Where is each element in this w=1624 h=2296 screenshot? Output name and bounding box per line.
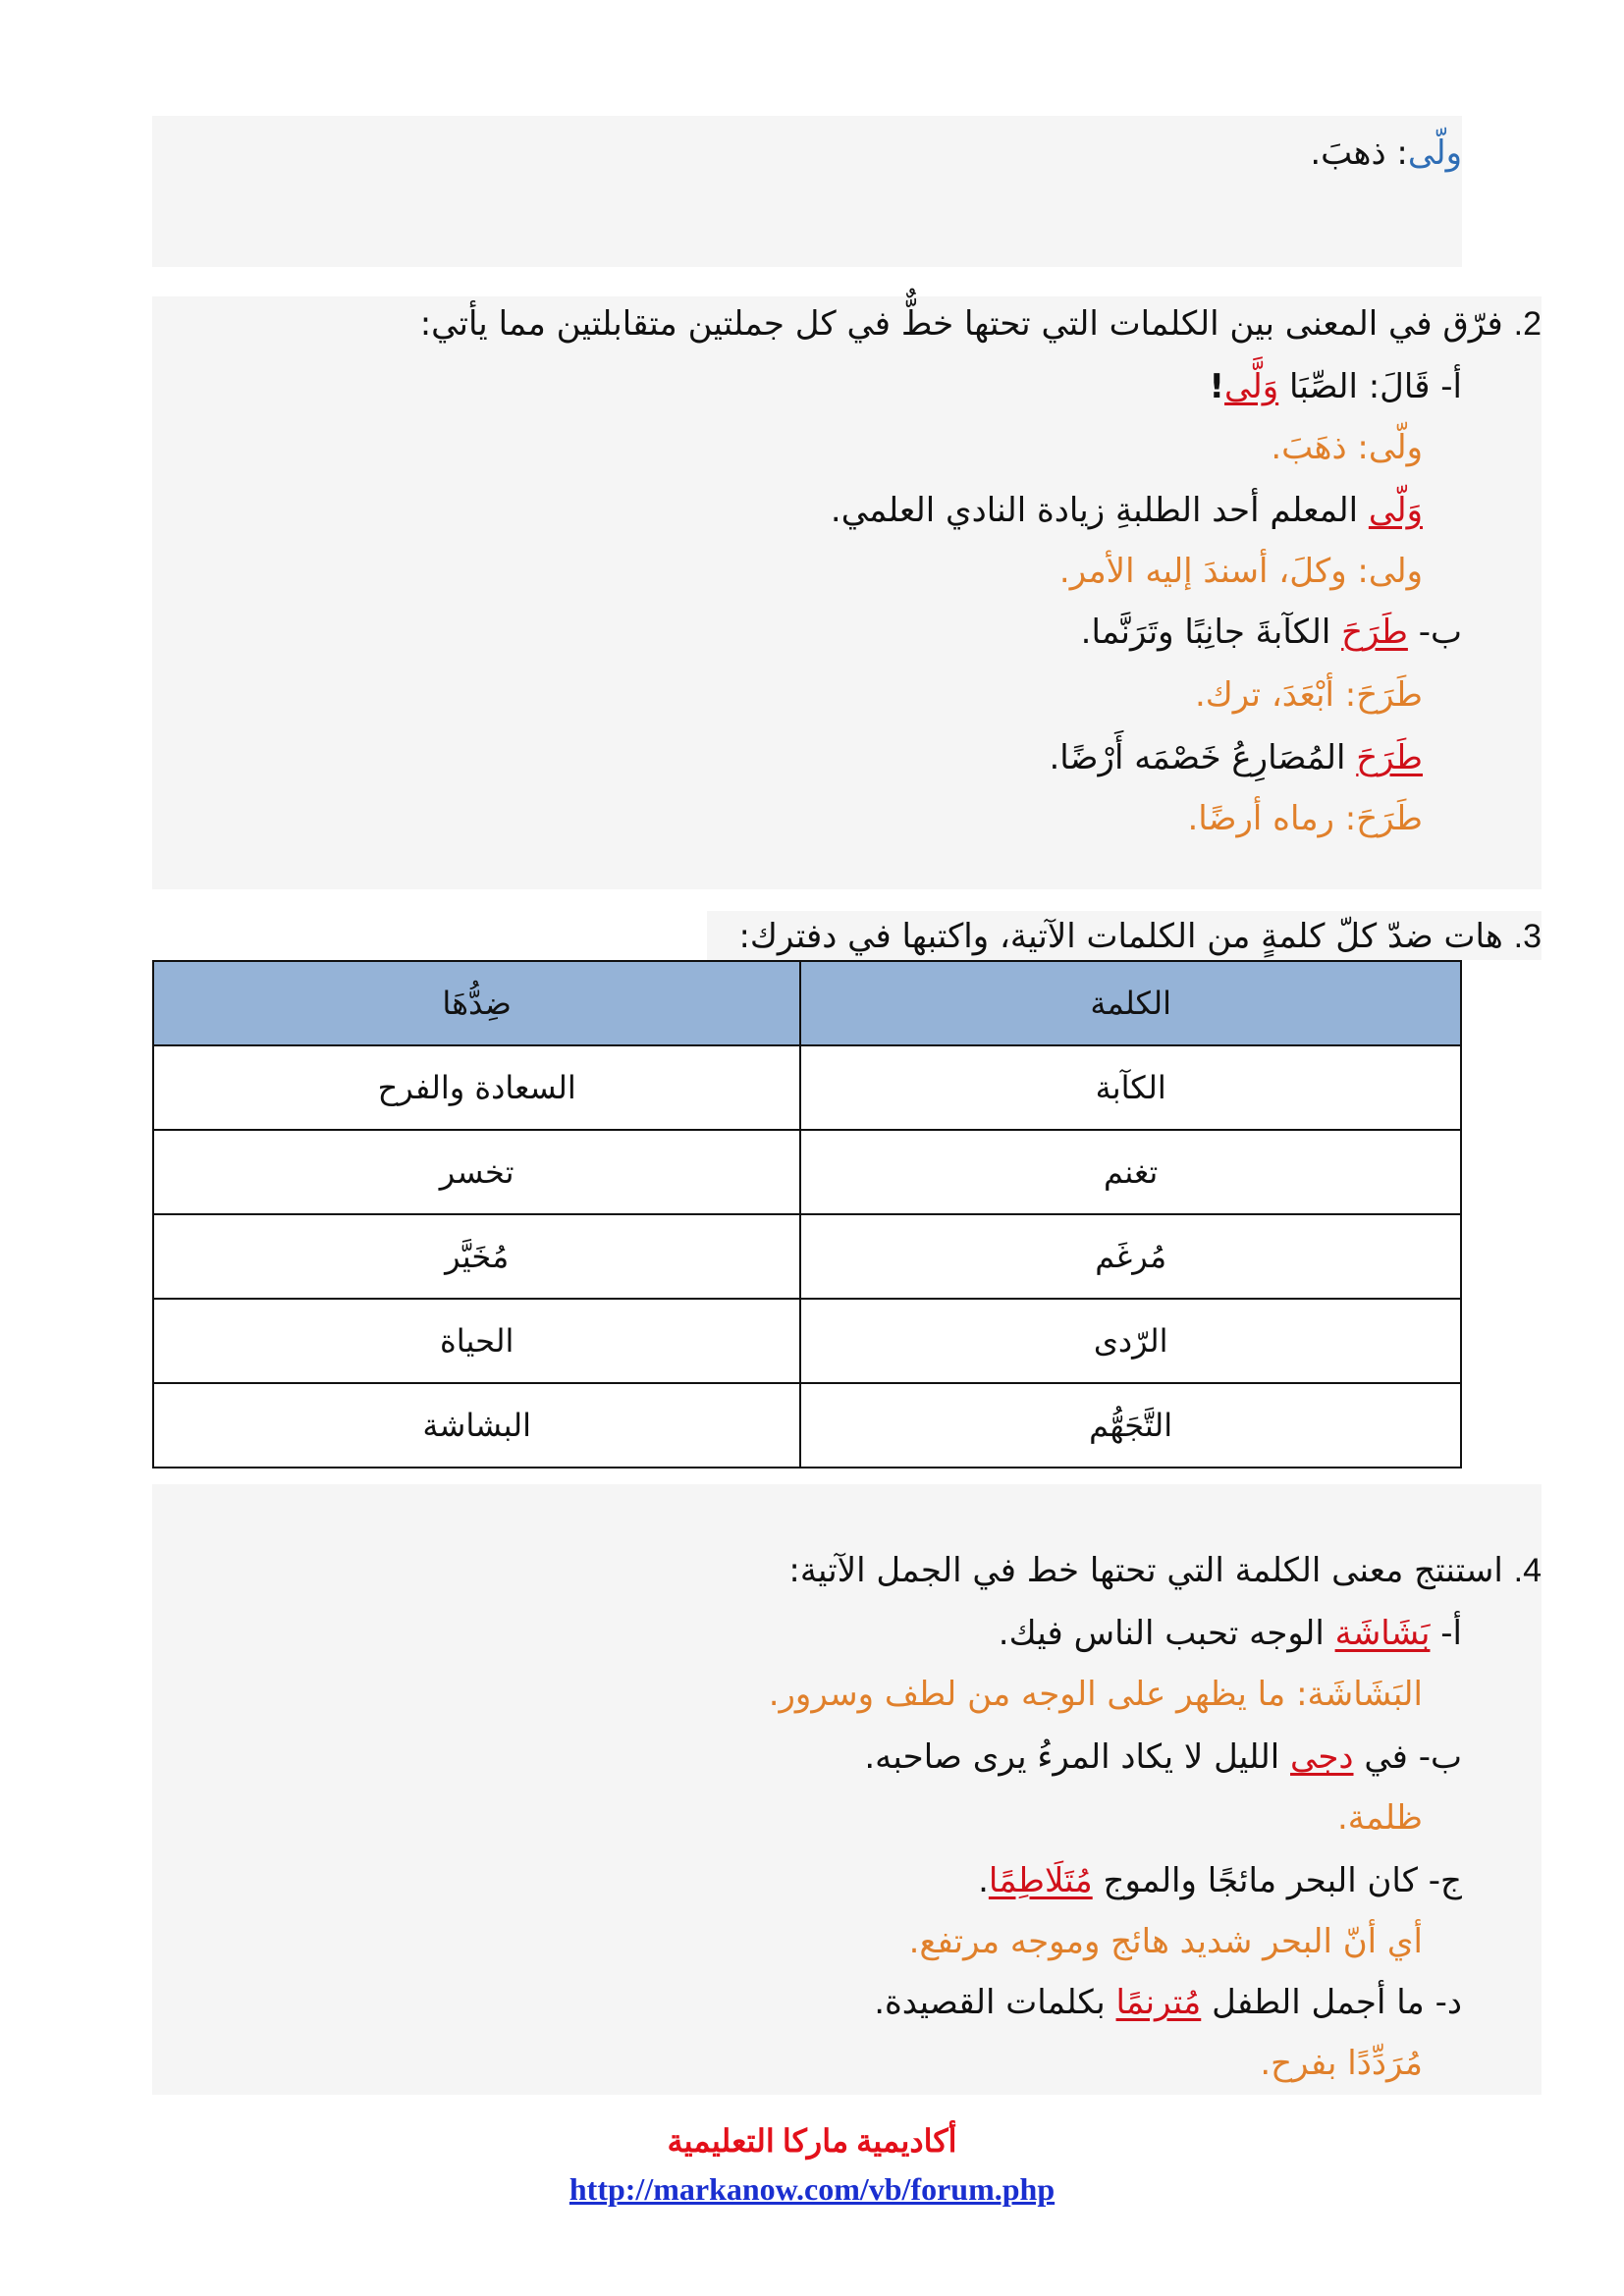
- q4-c-answer: أي أنّ البحر شديد هائج وموجه مرتفع.: [908, 1922, 1423, 1961]
- cell-opposite: البشاشة: [153, 1383, 800, 1468]
- table-row: [153, 1214, 1461, 1299]
- q4-a-answer: البَشَاشَة: ما يظهر على الوجه من لطف وسرور.: [768, 1675, 1423, 1714]
- q2-a-sentence-2: وَلّى المعلم أحد الطلبةِ زيادة النادي العلمي.: [830, 491, 1423, 530]
- q3-number: 3.: [1513, 918, 1542, 955]
- q4-heading: [788, 1549, 1542, 1592]
- cell-word: التَّجَهُّم: [800, 1383, 1461, 1468]
- q4-b-sentence: ب- في دجى الليل لا يكاد المرءُ يرى صاحبه.: [864, 1737, 1462, 1777]
- table-row: [153, 1383, 1461, 1468]
- cell-word: الكآبة: [800, 1045, 1461, 1130]
- q2-b-sentence-1: ب- طَرَحَ الكآبةَ جانِبًا وتَرَنَّما.: [1080, 613, 1462, 652]
- q2-b-sentence-2: طَرَحَ المُصَارِعُ خَصْمَه أَرْضًا.: [1049, 738, 1423, 777]
- top-note: [1310, 132, 1462, 175]
- header-opposite: ضِدُّهَا: [153, 961, 800, 1045]
- top-note-block: [152, 116, 1462, 267]
- q2-a-answer-1: ولّى: ذهَبَ.: [1271, 428, 1423, 467]
- q4-b-answer: ظلمة.: [1336, 1798, 1423, 1838]
- cell-opposite: السعادة والفرح: [153, 1045, 800, 1130]
- q2-b-keyword-1: طَرَحَ: [1341, 613, 1408, 652]
- footer-title: أكاديمية ماركا التعليمية: [667, 2123, 957, 2159]
- table-row: [153, 1045, 1461, 1130]
- cell-word: مُرغَم: [800, 1214, 1461, 1299]
- q3-heading: [738, 915, 1542, 958]
- opposites-table: [152, 960, 1462, 1468]
- q4-a-keyword: بَشَاشَة: [1334, 1614, 1431, 1653]
- q2-a-answer-2: ولى: وكلَ، أسندَ إليه الأمر.: [1058, 552, 1423, 591]
- cell-opposite: الحياة: [153, 1299, 800, 1383]
- q4-a-sentence: أ- بَشَاشَة الوجه تحبب الناس فيك.: [998, 1614, 1462, 1653]
- header-word: الكلمة: [800, 961, 1461, 1045]
- q2-b-answer-1: طَرَحَ: أبْعَدَ، ترك.: [1194, 675, 1423, 715]
- q2-text: فرّق في المعنى بين الكلمات التي تحتها خطٌّ في كل جملتين متقابلتين مما يأتي:: [419, 304, 1503, 344]
- q4-text: استنتج معنى الكلمة التي تحتها خط في الجمل الآتية:: [788, 1551, 1503, 1590]
- footer-link[interactable]: http://markanow.com/vb/forum.php: [568, 2171, 1056, 2207]
- cell-opposite: مُخَيَّر: [153, 1214, 800, 1299]
- q4-c-keyword: مُتَلَاطِمًا: [988, 1861, 1093, 1900]
- q4-number: 4.: [1513, 1552, 1542, 1589]
- q4-d-keyword: مُترنمًا: [1115, 1983, 1202, 2022]
- q2-a-sentence-1: أ- قَالَ: الصِّبَا وَلَّى!: [1209, 367, 1462, 406]
- table-header-row: [153, 961, 1461, 1045]
- top-note-meaning: : ذهبَ.: [1310, 133, 1408, 173]
- table-row: [153, 1130, 1461, 1214]
- top-note-word: ولّى: [1407, 133, 1462, 173]
- cell-word: الرّدى: [800, 1299, 1461, 1383]
- q2-b-answer-2: طَرَحَ: رماه أرضًا.: [1187, 799, 1423, 838]
- q4-d-sentence: د- ما أجمل الطفل مُترنمًا بكلمات القصيدة.: [874, 1983, 1462, 2022]
- q2-b-keyword-2: طَرَحَ: [1356, 738, 1423, 777]
- q4-c-sentence: ج- كان البحر مائجًا والموج مُتَلَاطِمًا.: [978, 1861, 1462, 1900]
- table-row: [153, 1299, 1461, 1383]
- q2-heading: [420, 302, 1542, 346]
- q3-text: هات ضدّ كلّ كلمةٍ من الكلمات الآتية، واكتبها في دفترك:: [738, 917, 1503, 956]
- q4-b-keyword: دجى: [1290, 1737, 1354, 1777]
- cell-opposite: تخسر: [153, 1130, 800, 1214]
- q4-d-answer: مُرَدِّدًا بفرح.: [1260, 2044, 1423, 2083]
- cell-word: تغنم: [800, 1130, 1461, 1214]
- q2-number: 2.: [1513, 305, 1542, 343]
- q2-a-keyword-2: وَلّى: [1368, 491, 1423, 530]
- q2-a-keyword-1: وَلَّى: [1224, 367, 1279, 406]
